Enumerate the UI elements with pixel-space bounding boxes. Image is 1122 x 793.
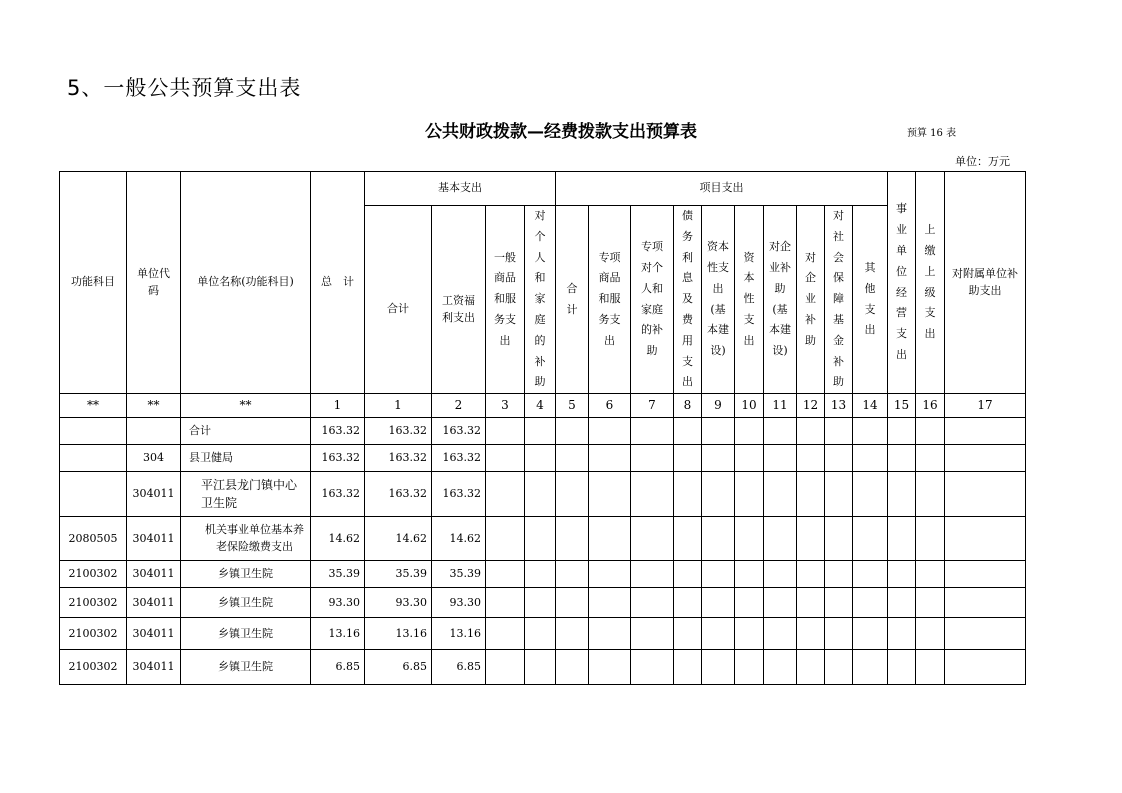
unit-name-cell: 乡镇卫生院 <box>181 618 311 650</box>
index-cell: 15 <box>888 394 916 418</box>
header-basic: 基本支出 <box>365 172 556 206</box>
func-code-cell: 2100302 <box>60 650 127 685</box>
index-cell: 1 <box>311 394 365 418</box>
header-capital-construction: 资本性支出(基本建设) <box>702 206 735 394</box>
table-row <box>60 517 1026 561</box>
func-code-cell <box>60 445 127 472</box>
index-cell: 3 <box>486 394 525 418</box>
header-special-personal: 专项对个人和家庭的补助 <box>631 206 674 394</box>
basic-total-cell: 163.32 <box>365 418 432 445</box>
wage-cell: 13.16 <box>432 618 486 650</box>
basic-total-cell: 6.85 <box>365 650 432 685</box>
unit-code-cell: 304 <box>127 445 181 472</box>
total-cell: 93.30 <box>311 588 365 618</box>
basic-total-cell: 35.39 <box>365 561 432 588</box>
table-row <box>60 618 1026 650</box>
wage-cell: 6.85 <box>432 650 486 685</box>
basic-total-cell: 13.16 <box>365 618 432 650</box>
header-turn-over: 上缴上级支出 <box>916 172 945 394</box>
unit-code-cell: 304011 <box>127 472 181 517</box>
basic-total-cell: 93.30 <box>365 588 432 618</box>
unit-name-cell: 乡镇卫生院 <box>181 588 311 618</box>
header-total: 总 计 <box>311 172 365 394</box>
index-cell: ** <box>181 394 311 418</box>
index-cell: 12 <box>797 394 825 418</box>
index-cell: 17 <box>945 394 1026 418</box>
index-cell: ** <box>127 394 181 418</box>
index-cell: 10 <box>735 394 764 418</box>
header-subsidiary: 对附属单位补助支出 <box>945 172 1026 394</box>
unit-label: 单位：万元 <box>955 155 1010 168</box>
basic-total-cell: 163.32 <box>365 445 432 472</box>
header-personal-subsidy: 对个人和家庭的补助 <box>525 206 556 394</box>
wage-cell: 35.39 <box>432 561 486 588</box>
unit-name-cell: 乡镇卫生院 <box>181 561 311 588</box>
func-code-cell: 2100302 <box>60 561 127 588</box>
header-social-security: 对社会保障基金补助 <box>825 206 853 394</box>
budget-table <box>59 171 1026 685</box>
unit-name-cell: 合计 <box>181 418 311 445</box>
header-basic-total: 合计 <box>365 206 432 394</box>
index-cell: 1 <box>365 394 432 418</box>
unit-code-cell: 304011 <box>127 588 181 618</box>
unit-code-cell <box>127 418 181 445</box>
header-unit-name: 单位名称(功能科目) <box>181 172 311 394</box>
total-cell: 163.32 <box>311 472 365 517</box>
header-goods-services: 一般商品和服务支出 <box>486 206 525 394</box>
basic-total-cell: 163.32 <box>365 472 432 517</box>
page-heading: 5、一般公共预算支出表 <box>67 76 302 100</box>
index-cell: 5 <box>556 394 589 418</box>
index-cell: ** <box>60 394 127 418</box>
basic-total-cell: 14.62 <box>365 517 432 561</box>
unit-code-cell: 304011 <box>127 517 181 561</box>
header-project-total: 合计 <box>556 206 589 394</box>
header-func-subject: 功能科目 <box>60 172 127 394</box>
wage-cell: 163.32 <box>432 418 486 445</box>
table-row <box>60 561 1026 588</box>
header-special-goods: 专项商品和服务支出 <box>589 206 631 394</box>
unit-name-cell: 机关事业单位基本养老保险缴费支出 <box>181 517 311 561</box>
table-row <box>60 445 1026 472</box>
total-cell: 35.39 <box>311 561 365 588</box>
header-project: 项目支出 <box>556 172 888 206</box>
unit-name-cell: 县卫健局 <box>181 445 311 472</box>
index-cell: 6 <box>589 394 631 418</box>
unit-code-cell: 304011 <box>127 561 181 588</box>
unit-code-cell: 304011 <box>127 618 181 650</box>
header-other: 其他支出 <box>853 206 888 394</box>
unit-name-cell: 乡镇卫生院 <box>181 650 311 685</box>
func-code-cell: 2100302 <box>60 588 127 618</box>
header-career-expense: 事业单位经营支出 <box>888 172 916 394</box>
table-title: 公共财政拨款—经费拨款支出预算表 <box>425 122 697 142</box>
index-cell: 8 <box>674 394 702 418</box>
table-row <box>60 588 1026 618</box>
total-cell: 6.85 <box>311 650 365 685</box>
index-cell: 11 <box>764 394 797 418</box>
index-cell: 16 <box>916 394 945 418</box>
total-cell: 163.32 <box>311 445 365 472</box>
wage-cell: 163.32 <box>432 472 486 517</box>
table-row <box>60 418 1026 445</box>
total-cell: 14.62 <box>311 517 365 561</box>
index-cell: 7 <box>631 394 674 418</box>
index-cell: 9 <box>702 394 735 418</box>
wage-cell: 93.30 <box>432 588 486 618</box>
index-cell: 13 <box>825 394 853 418</box>
unit-name-cell: 平江县龙门镇中心卫生院 <box>181 472 311 517</box>
table-number: 预算 16 表 <box>907 128 957 139</box>
unit-code-cell: 304011 <box>127 650 181 685</box>
header-debt-interest: 债务利息及费用支出 <box>674 206 702 394</box>
index-cell: 4 <box>525 394 556 418</box>
func-code-cell: 2080505 <box>60 517 127 561</box>
header-enterprise-construction: 对企业补助(基本建设) <box>764 206 797 394</box>
total-cell: 163.32 <box>311 418 365 445</box>
header-capital: 资本性支出 <box>735 206 764 394</box>
func-code-cell <box>60 418 127 445</box>
index-cell: 14 <box>853 394 888 418</box>
wage-cell: 14.62 <box>432 517 486 561</box>
func-code-cell: 2100302 <box>60 618 127 650</box>
wage-cell: 163.32 <box>432 445 486 472</box>
table-row <box>60 650 1026 685</box>
table-row <box>60 472 1026 517</box>
func-code-cell <box>60 472 127 517</box>
header-enterprise: 对企业补助 <box>797 206 825 394</box>
total-cell: 13.16 <box>311 618 365 650</box>
header-wage: 工资福利支出 <box>432 206 486 394</box>
header-unit-code: 单位代码 <box>127 172 181 394</box>
index-cell: 2 <box>432 394 486 418</box>
